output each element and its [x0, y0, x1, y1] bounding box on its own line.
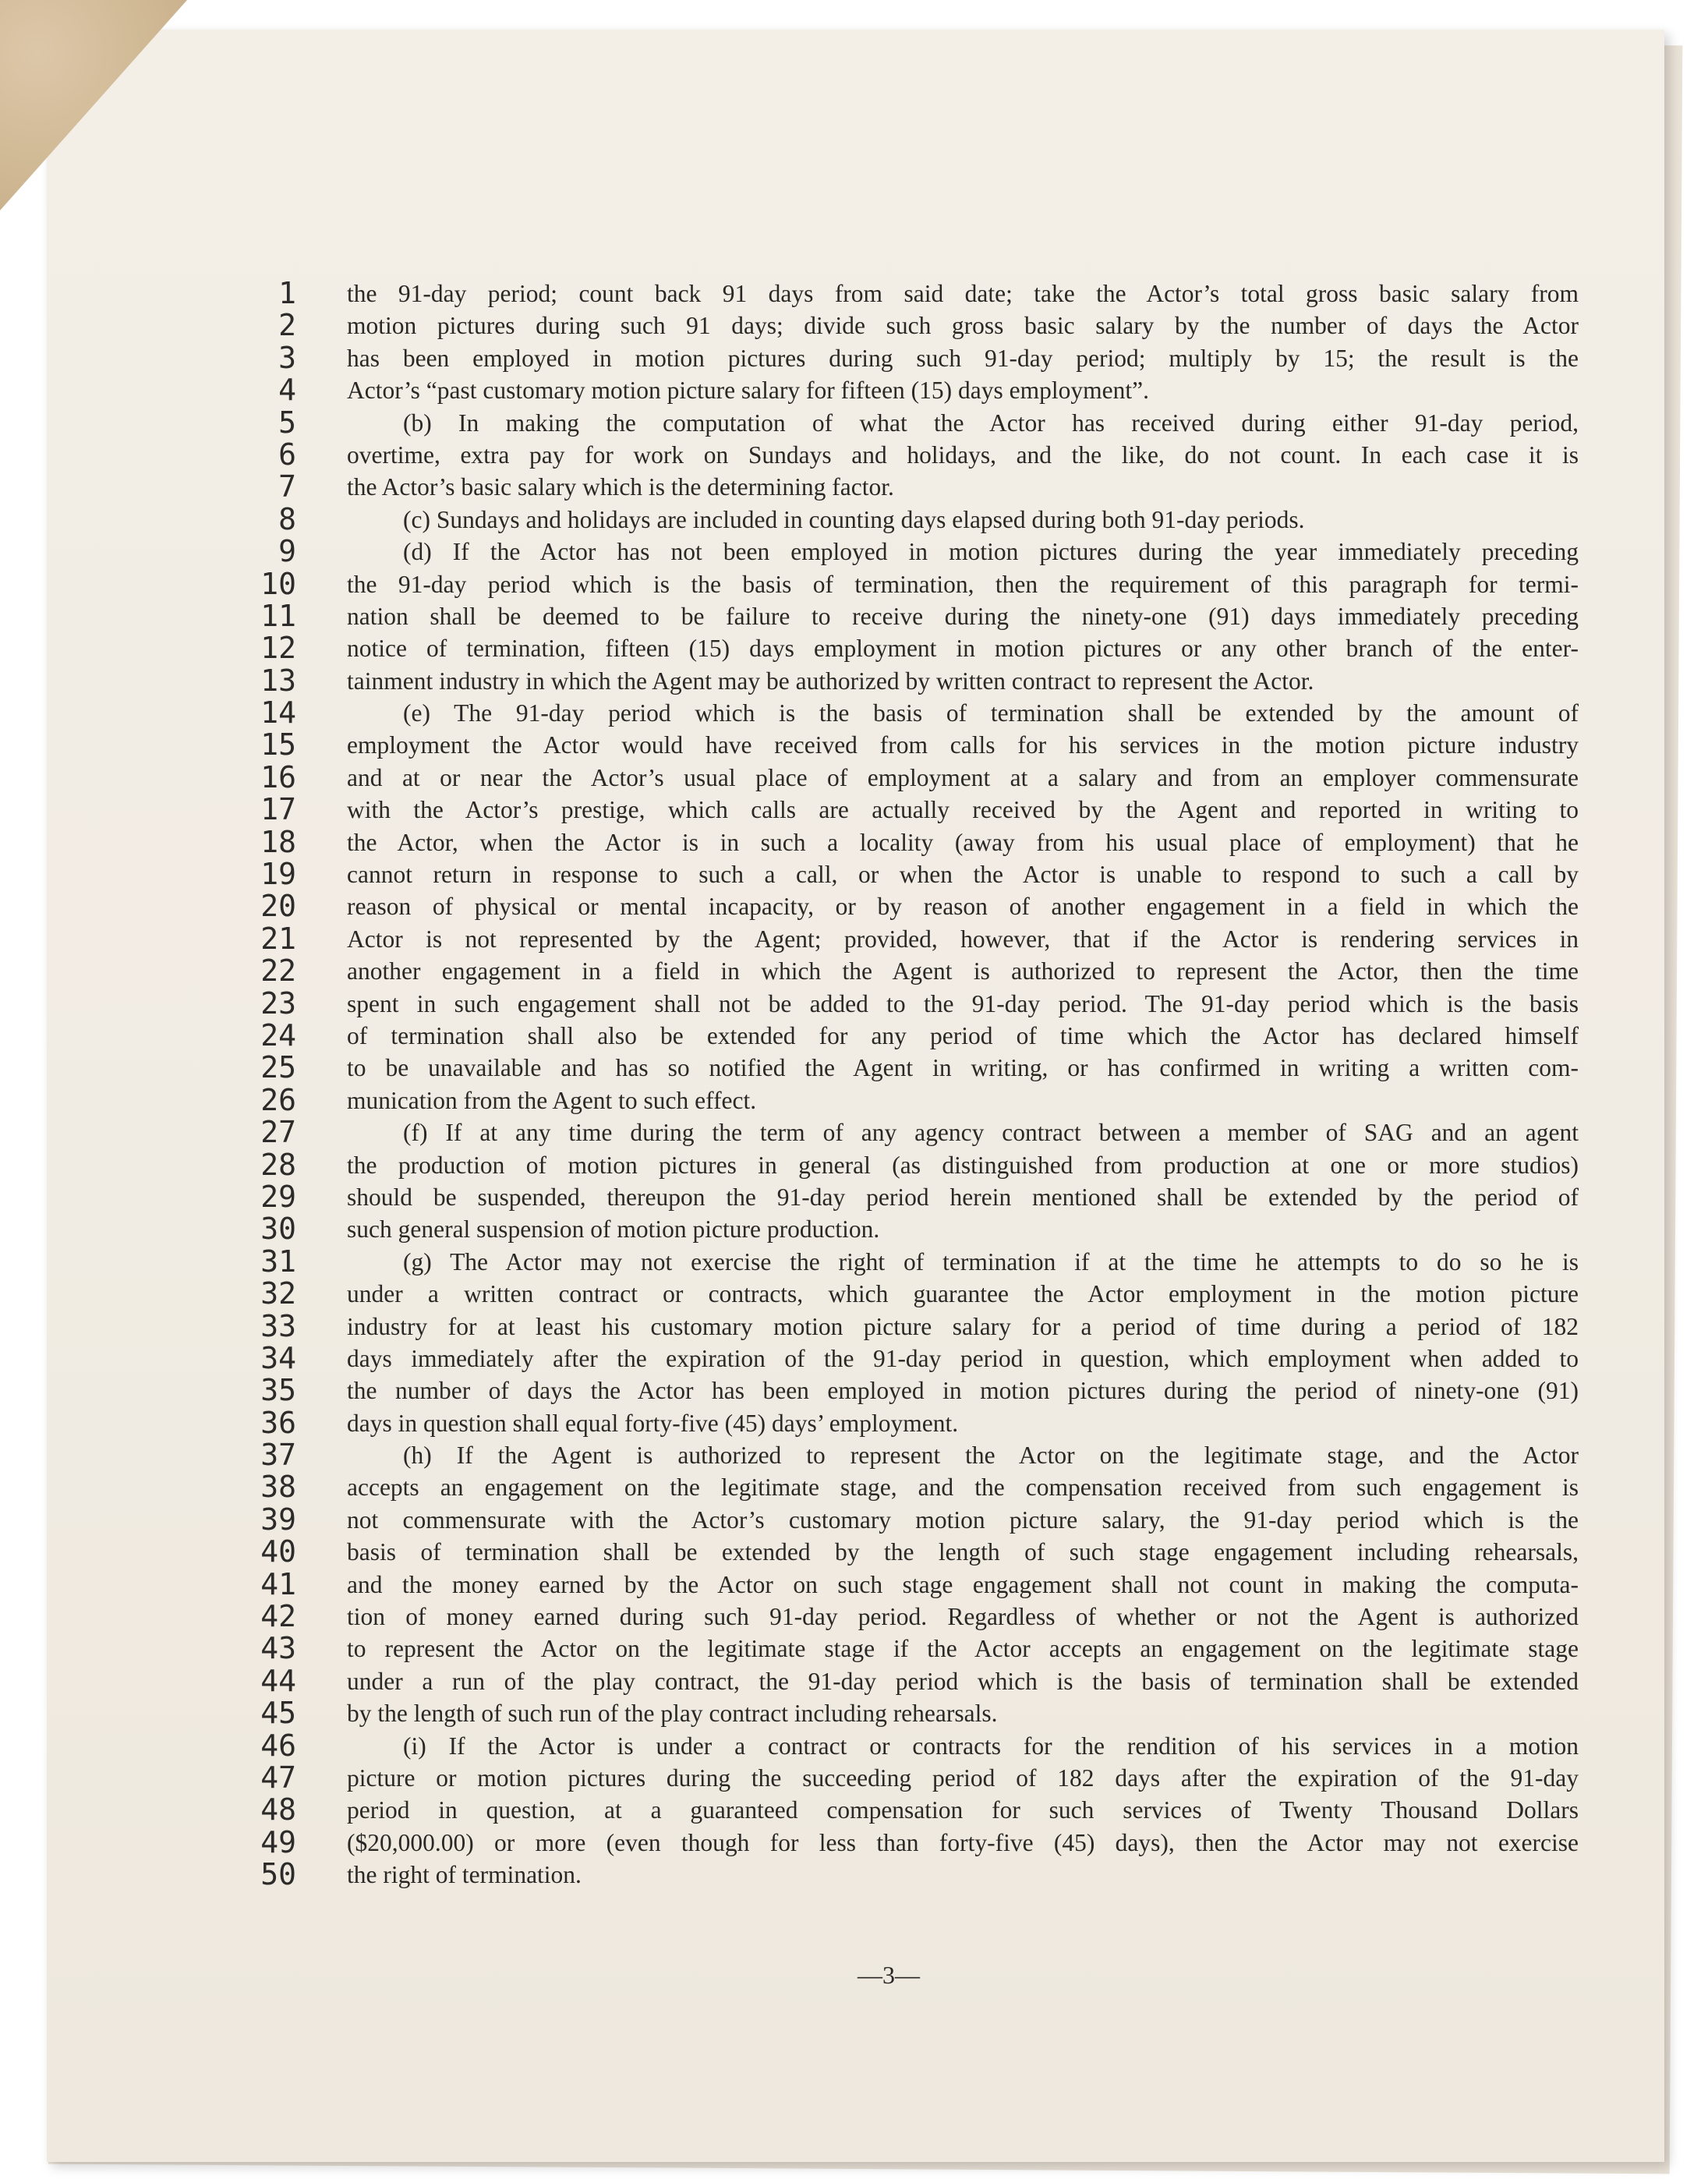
line-number: 4: [278, 373, 296, 408]
line-number: 41: [260, 1566, 296, 1601]
line-number: 15: [260, 727, 296, 762]
line-number: 28: [260, 1147, 296, 1182]
text-line: (b) In making the computation of what the Actor has received during either 91-day period,: [403, 409, 1579, 437]
text-line: accepts an engagement on the legitimate stage, and the compensation received from such engagement is: [347, 1474, 1579, 1502]
line-number: 12: [260, 631, 296, 666]
line-number: 31: [260, 1244, 296, 1279]
text-line: spent in such engagement shall not be added to the 91-day period. The 91-day period which is the basis: [347, 989, 1579, 1017]
text-line: the right of termination.: [347, 1861, 582, 1889]
text-line: the production of motion pictures in general (as distinguished from production at one or more studios): [347, 1151, 1579, 1179]
line-number: 43: [260, 1631, 296, 1666]
text-line: the Actor’s basic salary which is the determining factor.: [347, 473, 894, 501]
text-line: days in question shall equal forty-five (45) days’ employment.: [347, 1409, 959, 1437]
text-line: picture or motion pictures during the succeeding period of 182 days after the expiration of the 91-day: [347, 1764, 1579, 1792]
text-line: under a written contract or contracts, which guarantee the Actor employment in the motion picture: [347, 1280, 1579, 1308]
line-number: 6: [278, 437, 296, 472]
line-number: 10: [260, 566, 296, 601]
text-line: the number of days the Actor has been employed in motion pictures during the period of ninety-one (91): [347, 1377, 1579, 1405]
line-number: 30: [260, 1212, 296, 1247]
line-number: 24: [260, 1017, 296, 1053]
text-line: to represent the Actor on the legitimate stage if the Actor accepts an engagement on the legitimate stage: [347, 1635, 1579, 1663]
line-number: 11: [260, 598, 296, 633]
text-line: notice of termination, fifteen (15) days employment in motion pictures or any other branch of the enter-: [347, 635, 1579, 663]
line-number: 19: [260, 857, 296, 892]
line-number: 37: [260, 1438, 296, 1473]
text-line: the 91-day period which is the basis of termination, then the requirement of this paragraph for termi-: [347, 570, 1579, 598]
text-line: Actor is not represented by the Agent; provided, however, that if the Actor is rendering services in: [347, 925, 1579, 953]
line-number: 48: [260, 1792, 296, 1827]
line-number: 34: [260, 1340, 296, 1375]
line-number: 9: [278, 534, 296, 569]
text-line: not commensurate with the Actor’s customary motion picture salary, the 91-day period which is the: [347, 1505, 1579, 1534]
text-line: motion pictures during such 91 days; divide such gross basic salary by the number of days the Actor: [347, 312, 1579, 340]
line-number: 25: [260, 1050, 296, 1085]
text-line: munication from the Agent to such effect.: [347, 1086, 757, 1114]
text-line: another engagement in a field in which the Agent is authorized to represent the Actor, then the time: [347, 957, 1579, 985]
line-number: 44: [260, 1663, 296, 1698]
text-line: (d) If the Actor has not been employed in motion pictures during the year immediately preceding: [403, 538, 1579, 566]
line-number: 13: [260, 663, 296, 698]
line-number: 42: [260, 1599, 296, 1634]
line-number: 35: [260, 1373, 296, 1408]
text-line: tion of money earned during such 91-day period. Regardless of whether or not the Agent is authorized: [347, 1603, 1579, 1631]
line-number: 20: [260, 889, 296, 924]
text-line: has been employed in motion pictures during such 91-day period; multiply by 15; the result is the: [347, 344, 1579, 372]
text-line: the Actor, when the Actor is in such a locality (away from his usual place of employment) that he: [347, 828, 1579, 856]
text-line: and the money earned by the Actor on such stage engagement shall not count in making the computa-: [347, 1570, 1579, 1598]
text-line: by the length of such run of the play contract including rehearsals.: [347, 1700, 998, 1728]
text-line: tainment industry in which the Agent may be authorized by written contract to represent the Actor.: [347, 667, 1314, 695]
line-number: 18: [260, 824, 296, 859]
text-line: (f) If at any time during the term of any agency contract between a member of SAG and an agent: [403, 1119, 1579, 1147]
text-line: and at or near the Actor’s usual place of employment at a salary and from an employer commensurate: [347, 763, 1579, 791]
line-number: 40: [260, 1534, 296, 1569]
line-number-column: [195, 278, 296, 1891]
text-line: nation shall be deemed to be failure to receive during the ninety-one (91) days immediately preceding: [347, 602, 1579, 630]
text-line: days immediately after the expiration of the 91-day period in question, which employment when added to: [347, 1344, 1579, 1372]
body-text: [347, 278, 1579, 1891]
text-line: (h) If the Agent is authorized to represent the Actor on the legitimate stage, and the Actor: [403, 1442, 1579, 1470]
line-number: 26: [260, 1082, 296, 1117]
text-line: overtime, extra pay for work on Sundays and holidays, and the like, do not count. In each case it is: [347, 440, 1579, 469]
text-line: under a run of the play contract, the 91-day period which is the basis of termination shall be extended: [347, 1667, 1579, 1695]
text-line: (e) The 91-day period which is the basis of termination shall be extended by the amount of: [403, 699, 1579, 727]
line-number: 27: [260, 1115, 296, 1150]
text-line: basis of termination shall be extended by the length of such stage engagement including rehearsals,: [347, 1538, 1579, 1566]
text-line: ($20,000.00) or more (even though for less than forty-five (45) days), then the Actor may not exercise: [347, 1828, 1579, 1856]
line-number: 2: [278, 308, 296, 343]
line-number: 1: [278, 276, 296, 310]
text-line: employment the Actor would have received from calls for his services in the motion picture industry: [347, 731, 1579, 759]
text-line: of termination shall also be extended for any period of time which the Actor has declared himself: [347, 1021, 1579, 1049]
text-line: such general suspension of motion picture production.: [347, 1215, 880, 1244]
text-line: reason of physical or mental incapacity, or by reason of another engagement in a field in which the: [347, 893, 1579, 921]
line-number: 8: [278, 501, 296, 536]
page-number: —3—: [858, 1961, 920, 1989]
line-number: 46: [260, 1728, 296, 1763]
text-line: industry for at least his customary motion picture salary for a period of time during a period of 182: [347, 1312, 1579, 1340]
text-line: with the Actor’s prestige, which calls are actually received by the Agent and reported in writing to: [347, 796, 1579, 824]
line-number: 29: [260, 1179, 296, 1214]
line-number: 23: [260, 985, 296, 1021]
text-line: (g) The Actor may not exercise the right of termination if at the time he attempts to do so he is: [403, 1247, 1579, 1275]
text-line: (c) Sundays and holidays are included in counting days elapsed during both 91-day periods.: [403, 505, 1305, 533]
line-number: 22: [260, 954, 296, 989]
line-number: 33: [260, 1308, 296, 1343]
line-number: 14: [260, 695, 296, 731]
line-number: 7: [278, 469, 296, 504]
line-number: 47: [260, 1760, 296, 1795]
line-number: 21: [260, 921, 296, 956]
text-line: the 91-day period; count back 91 days from said date; take the Actor’s total gross basic salary from: [347, 280, 1579, 307]
text-line: (i) If the Actor is under a contract or contracts for the rendition of his services in a motion: [403, 1732, 1579, 1760]
line-number: 36: [260, 1405, 296, 1440]
line-number: 39: [260, 1502, 296, 1537]
line-number: 45: [260, 1696, 296, 1731]
line-number: 32: [260, 1276, 296, 1311]
text-line: period in question, at a guaranteed compensation for such services of Twenty Thousand Dollars: [347, 1796, 1579, 1824]
line-number: 49: [260, 1824, 296, 1859]
line-number: 5: [278, 405, 296, 440]
line-number: 50: [260, 1857, 296, 1892]
line-number: 16: [260, 759, 296, 794]
text-line: Actor’s “past customary motion picture salary for fifteen (15) days employment”.: [347, 377, 1149, 405]
line-number: 38: [260, 1470, 296, 1505]
line-number: 17: [260, 792, 296, 827]
text-line: to be unavailable and has so notified the Agent in writing, or has confirmed in writing a written com-: [347, 1054, 1579, 1082]
line-number: 3: [278, 340, 296, 375]
text-line: cannot return in response to such a call, or when the Actor is unable to respond to such a call by: [347, 861, 1579, 889]
text-line: should be suspended, thereupon the 91-day period herein mentioned shall be extended by the period of: [347, 1183, 1579, 1211]
